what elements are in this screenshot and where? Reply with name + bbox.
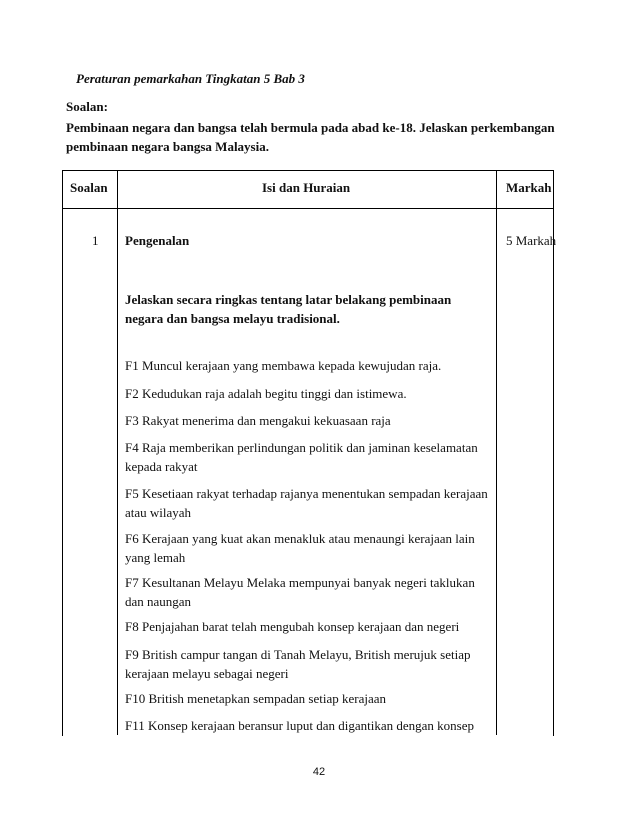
point-item: F7 Kesultanan Melayu Melaka mempunyai banyak negeri taklukan dan naungan [125,575,475,609]
point-item: F2 Kedudukan raja adalah begitu tinggi dan istimewa. [125,386,407,401]
point-item: F6 Kerajaan yang kuat akan menakluk atau menaungi kerajaan lain yang lemah [125,531,475,565]
page-header-title: Peraturan pemarkahan Tingkatan 5 Bab 3 [76,71,305,86]
table-header-rule [62,208,553,209]
row-heading: Pengenalan [125,233,190,248]
question-label: Soalan: [66,99,108,114]
row-instruction: Jelaskan secara ringkas tentang latar belakang pembinaan negara dan bangsa melayu tradisional. [125,292,452,326]
point-item: F9 British campur tangan di Tanah Melayu, British merujuk setiap kerajaan melayu sebagai negeri [125,647,471,681]
point-item: F4 Raja memberikan perlindungan politik dan jaminan keselamatan kepada rakyat [125,440,478,474]
point-item: F11 Konsep kerajaan beransur luput dan digantikan dengan konsep [125,718,474,733]
point-item: F1 Muncul kerajaan yang membawa kepada kewujudan raja. [125,358,442,373]
question-line-2: pembinaan negara bangsa Malaysia. [66,139,269,154]
header-isi-huraian: Isi dan Huraian [262,180,351,195]
point-item: F10 British menetapkan sempadan setiap kerajaan [125,691,387,706]
question-text [66,118,566,156]
point-item: F5 Kesetiaan rakyat terhadap rajanya menentukan sempadan kerajaan atau wilayah [125,486,488,520]
header-soalan: Soalan [70,180,108,195]
question-line-1: Pembinaan negara dan bangsa telah bermula pada abad ke-18. Jelaskan perkembangan [66,120,555,135]
table-divider-2 [496,170,497,735]
table-divider-1 [117,170,118,735]
page-number: 42 [312,766,326,778]
header-markah: Markah [506,180,552,195]
row-marks: 5 Markah [506,233,557,248]
point-item: F8 Penjajahan barat telah mengubah konsep kerajaan dan negeri [125,619,460,634]
point-item: F3 Rakyat menerima dan mengakui kekuasaan raja [125,413,391,428]
row-number: 1 [92,233,99,248]
